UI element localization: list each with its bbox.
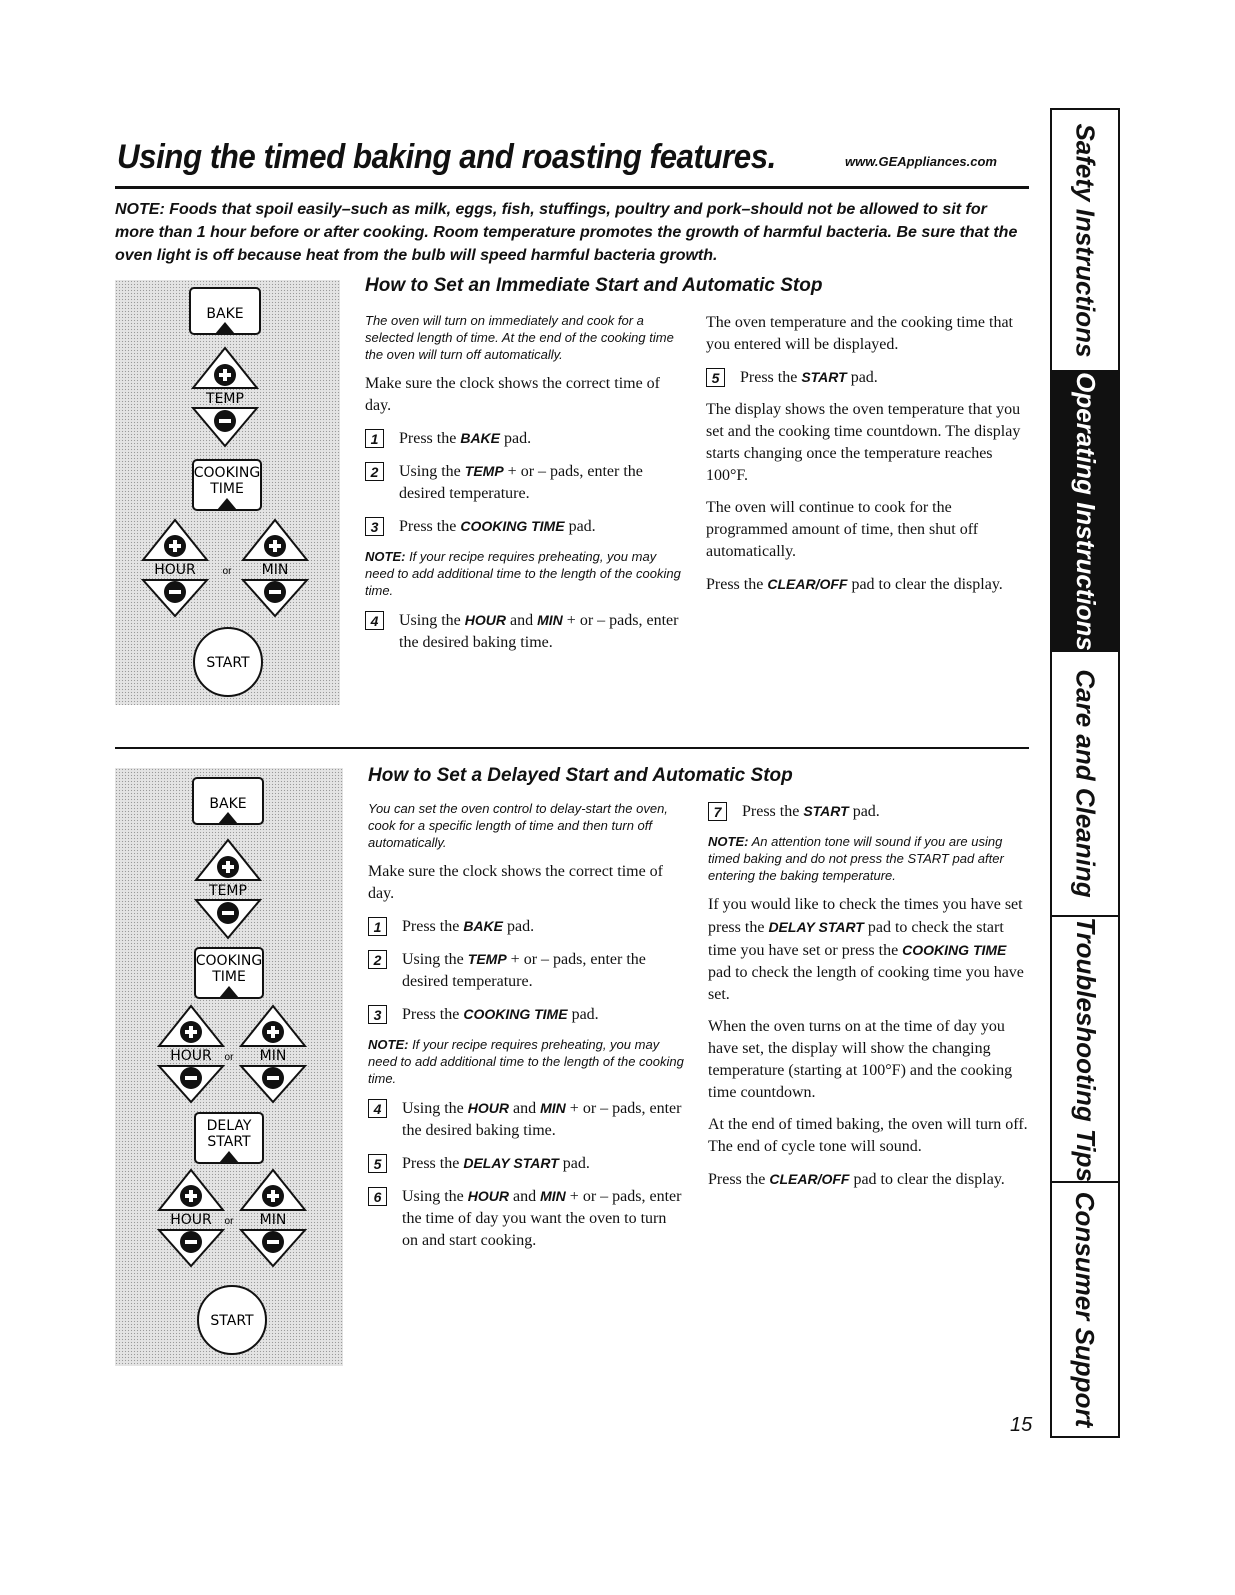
min-minus-icon — [243, 580, 307, 616]
section2-step-7: 7 Press the START pad. — [708, 800, 1030, 823]
svg-text:or: or — [222, 566, 232, 577]
page-number: 15 — [1010, 1414, 1033, 1436]
section2-step-5: 5 Press the DELAY START pad. — [368, 1152, 686, 1175]
svg-text:COOKING: COOKING — [195, 953, 263, 969]
hour-plus-icon — [159, 1006, 223, 1046]
bake-pad-icon — [193, 778, 263, 824]
svg-text:MIN: MIN — [261, 562, 289, 578]
section2-right-p1: If you would like to check the times you have set press the DELAY START pad to check the start time you have set or press the COOKING TIME pad to check the length of cooking time you have set. — [708, 896, 1024, 1003]
bake-label: BAKE — [206, 306, 244, 322]
section2-heading: How to Set a Delayed Start and Automatic Stop — [368, 765, 793, 786]
section2-step-2: 2 Using the TEMP + or – pads, enter the desired temperature. — [368, 948, 686, 993]
bake-pad-icon — [190, 288, 260, 334]
section2-note: NOTE: If your recipe requires preheating, you may need to add additional time to the length of the cooking time. — [368, 1037, 684, 1086]
min-plus-icon — [243, 520, 307, 560]
section2-right-column — [708, 800, 1030, 1201]
min-minus-icon — [241, 1230, 305, 1266]
tab-care-and-cleaning[interactable]: Care and Cleaning — [1052, 652, 1118, 917]
section2-left-column — [368, 800, 686, 1262]
temp-label: TEMP — [206, 391, 244, 407]
svg-text:HOUR: HOUR — [170, 1212, 212, 1228]
hour-minus-icon — [143, 580, 207, 616]
svg-text:HOUR: HOUR — [154, 562, 196, 578]
start-pad-icon — [194, 628, 262, 696]
control-panel-svg-1 — [115, 280, 340, 705]
food-safety-note: NOTE: Foods that spoil easily–such as milk, eggs, fish, stuffings, poultry and pork–should not be allowed to sit for more than 1 hour before or after cooking. Room temperature promotes the growth of harmful bacteria. Be sure that the oven light is off because heat from the bulb will speed harmful bacteria growth. — [115, 201, 1018, 264]
tab-troubleshooting-tips[interactable]: Troubleshooting Tips — [1052, 917, 1118, 1183]
svg-text:MIN: MIN — [259, 1048, 287, 1064]
section2-right-p4: Press the CLEAR/OFF pad to clear the display. — [708, 1171, 1005, 1188]
hour-plus-icon — [159, 1170, 223, 1210]
control-panel-svg-2 — [115, 768, 343, 1366]
svg-text:START: START — [210, 1313, 254, 1329]
temp-minus-icon — [196, 900, 260, 938]
section1-step-4: 4 Using the HOUR and MIN + or – pads, enter the desired baking time. — [365, 609, 683, 654]
svg-text:MIN: MIN — [259, 1212, 287, 1228]
section1-step-1: 1 Press the BAKE pad. — [365, 427, 683, 450]
section1-right-p1: The oven temperature and the cooking time that you entered will be displayed. — [706, 314, 1013, 353]
section1-right-p4: Press the CLEAR/OFF pad to clear the display. — [706, 576, 1003, 593]
min-plus-icon — [241, 1006, 305, 1046]
min-minus-icon — [241, 1066, 305, 1102]
section2-intro: You can set the oven control to delay-start the oven, cook for a specific length of time and then turn off automatically. — [368, 801, 668, 850]
svg-text:or: or — [224, 1216, 234, 1227]
hour-minus-icon — [159, 1066, 223, 1102]
delay-start-pad-icon — [195, 1113, 263, 1163]
min-plus-icon — [241, 1170, 305, 1210]
section2-note2: NOTE: An attention tone will sound if you are using timed baking and do not press the START pad after entering the baking temperature. — [708, 834, 1004, 883]
section2-step-4: 4 Using the HOUR and MIN + or – pads, enter the desired baking time. — [368, 1097, 686, 1142]
svg-text:TIME: TIME — [212, 969, 246, 985]
section2-step-1: 1 Press the BAKE pad. — [368, 915, 686, 938]
section1-left-column — [365, 312, 683, 664]
cooking-time-pad-icon — [193, 460, 261, 510]
side-tab-strip — [1050, 108, 1120, 1438]
section2-right-p3: At the end of timed baking, the oven will turn off. The end of cycle tone will sound. — [708, 1116, 1028, 1155]
tab-consumer-support[interactable]: Consumer Support — [1070, 1191, 1101, 1428]
header-rule — [115, 186, 1029, 189]
section1-heading: How to Set an Immediate Start and Automatic Stop — [365, 275, 823, 296]
svg-text:DELAY: DELAY — [206, 1118, 252, 1134]
hour-minus-icon — [159, 1230, 223, 1266]
control-panel-illustration-1 — [115, 280, 340, 705]
temp-plus-icon — [193, 348, 257, 388]
section-divider — [115, 747, 1029, 749]
svg-text:COOKING: COOKING — [193, 465, 261, 481]
control-panel-illustration-2 — [115, 768, 343, 1366]
svg-text:START: START — [207, 1134, 251, 1150]
temp-plus-icon — [196, 840, 260, 880]
section1-note: NOTE: If your recipe requires preheating, you may need to add additional time to the length of the cooking time. — [365, 549, 681, 598]
svg-text:or: or — [224, 1052, 234, 1063]
website-url: www.GEAppliances.com — [845, 154, 997, 169]
temp-minus-icon — [193, 408, 257, 446]
svg-text:BAKE: BAKE — [209, 796, 247, 812]
section1-step-3: 3 Press the COOKING TIME pad. — [365, 515, 683, 538]
section1-step-5: 5 Press the START pad. — [706, 366, 1024, 389]
tab-safety-instructions[interactable]: Safety Instructions — [1052, 110, 1118, 372]
section2-clock: Make sure the clock shows the correct time of day. — [368, 863, 664, 902]
section1-right-p2: The display shows the oven temperature that you set and the cooking time countdown. The display starts changing once the temperature reaches 100°F. — [706, 401, 1021, 484]
section1-step-2: 2 Using the TEMP + or – pads, enter the desired temperature. — [365, 460, 683, 505]
section1-clock: Make sure the clock shows the correct time of day. — [365, 375, 661, 414]
start-pad-icon — [198, 1286, 266, 1354]
page-title: Using the timed baking and roasting features. — [117, 138, 776, 176]
svg-text:HOUR: HOUR — [170, 1048, 212, 1064]
hour-plus-icon — [143, 520, 207, 560]
section2-step-3: 3 Press the COOKING TIME pad. — [368, 1003, 686, 1026]
svg-text:TEMP: TEMP — [209, 883, 247, 899]
section1-intro: The oven will turn on immediately and cook for a selected length of time. At the end of the cooking time the oven will turn off automatically. — [365, 313, 674, 362]
section2-right-p2: When the oven turns on at the time of day you have set, the display will show the changing temperature (starting at 100°F) and the cooking time countdown. — [708, 1018, 1013, 1101]
section1-right-p3: The oven will continue to cook for the programmed amount of time, then shut off automatically. — [706, 499, 979, 560]
svg-text:START: START — [206, 655, 250, 671]
cooking-time-pad-icon — [195, 948, 263, 998]
section1-right-column — [706, 312, 1024, 606]
section2-step-6: 6 Using the HOUR and MIN + or – pads, enter the time of day you want the oven to turn on and start cooking. — [368, 1185, 686, 1252]
tab-operating-instructions[interactable]: Operating Instructions — [1052, 372, 1118, 652]
svg-text:TIME: TIME — [210, 481, 244, 497]
